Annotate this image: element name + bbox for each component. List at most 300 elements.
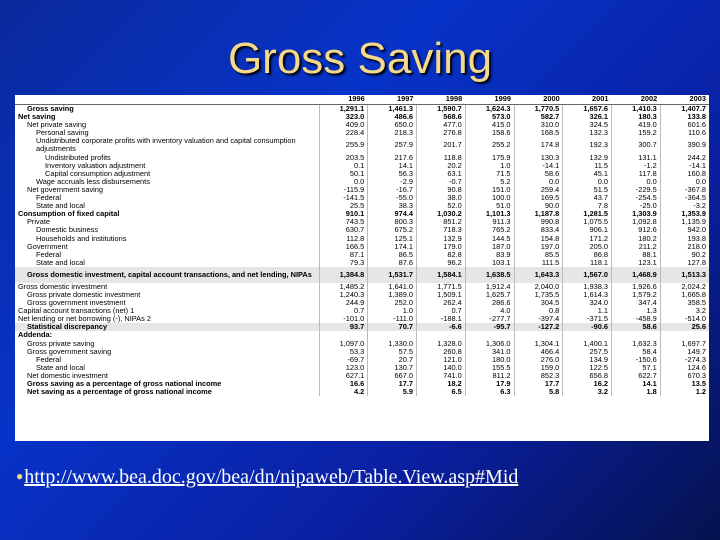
value-cell: 203.5 <box>319 154 368 162</box>
value-cell: 1,770.5 <box>514 105 563 114</box>
value-cell: 573.0 <box>465 113 514 121</box>
value-cell: 63.1 <box>417 170 466 178</box>
value-cell <box>660 331 709 339</box>
value-cell: 675.2 <box>368 226 417 234</box>
value-cell: 103.1 <box>465 259 514 267</box>
table-row <box>15 323 709 331</box>
value-cell: 1,461.3 <box>368 105 417 114</box>
value-cell: 11.5 <box>563 162 612 170</box>
table-row <box>15 194 709 202</box>
table-row <box>15 226 709 234</box>
value-cell: -254.5 <box>612 194 661 202</box>
value-cell: 134.9 <box>563 356 612 364</box>
value-cell: 1,641.0 <box>368 283 417 291</box>
row-label: State and local <box>36 202 85 211</box>
row-label: Federal <box>36 194 62 203</box>
value-cell: -514.0 <box>660 315 709 323</box>
value-cell: 218.3 <box>368 129 417 137</box>
value-cell: 132.3 <box>563 129 612 137</box>
value-cell: 125.1 <box>368 235 417 243</box>
value-cell: -1.2 <box>612 162 661 170</box>
value-cell: 1,304.1 <box>514 340 563 348</box>
value-cell: 276.0 <box>514 356 563 364</box>
table-row <box>15 315 709 323</box>
value-cell: 1,926.6 <box>612 283 661 291</box>
row-label: Government <box>27 242 68 251</box>
value-cell: 0.0 <box>514 178 563 186</box>
value-cell: 811.2 <box>465 372 514 380</box>
table-row <box>15 307 709 315</box>
value-cell: 5.8 <box>514 388 563 396</box>
value-cell: 130.3 <box>514 154 563 162</box>
value-cell: 201.7 <box>417 137 466 153</box>
value-cell <box>612 331 661 339</box>
value-cell: 174.8 <box>514 137 563 153</box>
value-cell: 601.6 <box>660 121 709 129</box>
row-label: Net lending or net borrowing (-), NIPAs 2 <box>18 315 151 324</box>
value-cell: 310.0 <box>514 121 563 129</box>
value-cell: 244.9 <box>319 299 368 307</box>
year-header: 1996 <box>319 95 368 105</box>
value-cell: 324.0 <box>563 299 612 307</box>
value-cell: 974.4 <box>368 210 417 218</box>
value-cell: 3.2 <box>563 388 612 396</box>
value-cell: 262.4 <box>417 299 466 307</box>
value-cell: 1,697.7 <box>660 340 709 348</box>
bullet-icon: ● <box>16 469 24 483</box>
value-cell: 670.3 <box>660 372 709 380</box>
value-cell: 1,407.7 <box>660 105 709 114</box>
value-cell: 127.8 <box>660 259 709 267</box>
value-cell: 58.6 <box>514 170 563 178</box>
value-cell: 1,281.5 <box>563 210 612 218</box>
value-cell: -0.7 <box>417 178 466 186</box>
table-row <box>15 186 709 194</box>
value-cell: 180.2 <box>612 235 661 243</box>
value-cell: -277.7 <box>465 315 514 323</box>
value-cell: 25.5 <box>319 202 368 210</box>
value-cell: -111.0 <box>368 315 417 323</box>
value-cell: 160.8 <box>660 170 709 178</box>
value-cell: 149.7 <box>660 348 709 356</box>
value-cell: -364.5 <box>660 194 709 202</box>
value-cell: 20.7 <box>368 356 417 364</box>
value-cell: 1,353.9 <box>660 210 709 218</box>
year-header: 1997 <box>368 95 417 105</box>
value-cell: 0.1 <box>319 162 368 170</box>
value-cell: 192.3 <box>563 137 612 153</box>
value-cell: 0.8 <box>514 307 563 315</box>
value-cell: 187.0 <box>465 243 514 251</box>
value-cell: 85.5 <box>514 251 563 259</box>
value-cell: -14.1 <box>514 162 563 170</box>
value-cell: 1.0 <box>368 307 417 315</box>
value-cell: 1,410.3 <box>612 105 661 114</box>
value-cell: 14.1 <box>368 162 417 170</box>
value-cell: 1.1 <box>563 307 612 315</box>
row-label: Gross private saving <box>27 339 95 348</box>
value-cell: 255.2 <box>465 137 514 153</box>
value-cell: 180.3 <box>612 113 661 121</box>
value-cell: 169.5 <box>514 194 563 202</box>
table-row <box>15 121 709 129</box>
value-cell: 255.9 <box>319 137 368 153</box>
value-cell: 93.7 <box>319 323 368 331</box>
value-cell: 86.8 <box>563 251 612 259</box>
value-cell: 158.6 <box>465 129 514 137</box>
table-row <box>15 154 709 162</box>
value-cell: -69.7 <box>319 356 368 364</box>
year-header: 1998 <box>417 95 466 105</box>
year-header: 2003 <box>660 95 709 105</box>
value-cell: 168.5 <box>514 129 563 137</box>
gross-saving-table <box>15 95 709 396</box>
row-label: Gross domestic investment, capital account transactions, and net lending, NIPAs <box>15 267 319 283</box>
value-cell: 110.6 <box>660 129 709 137</box>
value-cell: 1,665.8 <box>660 291 709 299</box>
value-cell: 17.9 <box>465 380 514 388</box>
value-cell: 86.5 <box>368 251 417 259</box>
value-cell: 111.5 <box>514 259 563 267</box>
value-cell: 155.5 <box>465 364 514 372</box>
value-cell: 18.2 <box>417 380 466 388</box>
table-row <box>15 243 709 251</box>
row-label: Net saving <box>18 113 56 122</box>
header-label-cell <box>15 95 319 105</box>
value-cell: 123.1 <box>612 259 661 267</box>
value-cell: 1.0 <box>465 162 514 170</box>
value-cell: 38.0 <box>417 194 466 202</box>
value-cell: 17.7 <box>368 380 417 388</box>
value-cell: 990.8 <box>514 218 563 226</box>
value-cell: -188.1 <box>417 315 466 323</box>
value-cell: 118.8 <box>417 154 466 162</box>
value-cell: 1.3 <box>612 307 661 315</box>
value-cell: 466.4 <box>514 348 563 356</box>
value-cell: 51.5 <box>563 186 612 194</box>
table-row <box>15 331 709 339</box>
table-header-row <box>15 95 709 105</box>
value-cell: 765.2 <box>465 226 514 234</box>
value-cell: 57.5 <box>368 348 417 356</box>
value-cell: 5.9 <box>368 388 417 396</box>
value-cell: 630.7 <box>319 226 368 234</box>
value-cell: -141.5 <box>319 194 368 202</box>
value-cell <box>368 331 417 339</box>
year-header: 2001 <box>563 95 612 105</box>
row-label: Gross saving as a percentage of gross national income <box>27 380 222 388</box>
value-cell: 260.8 <box>417 348 466 356</box>
value-cell: 2,040.0 <box>514 283 563 291</box>
table-row <box>15 299 709 307</box>
row-label: Net saving as a percentage of gross national income <box>27 388 212 397</box>
value-cell: 304.5 <box>514 299 563 307</box>
value-cell: 123.0 <box>319 364 368 372</box>
value-cell: 131.1 <box>612 154 661 162</box>
value-cell: 14.1 <box>612 380 661 388</box>
value-cell: 409.0 <box>319 121 368 129</box>
value-cell: 50.1 <box>319 170 368 178</box>
value-cell: 1,632.3 <box>612 340 661 348</box>
value-cell: 851.2 <box>417 218 466 226</box>
value-cell: 180.0 <box>465 356 514 364</box>
value-cell: 205.0 <box>563 243 612 251</box>
value-cell: 341.0 <box>465 348 514 356</box>
table-row <box>15 162 709 170</box>
value-cell: 87.6 <box>368 259 417 267</box>
value-cell: -229.5 <box>612 186 661 194</box>
value-cell: 122.5 <box>563 364 612 372</box>
value-cell: 1,328.0 <box>417 340 466 348</box>
value-cell: 1,092.8 <box>612 218 661 226</box>
value-cell: 1,912.4 <box>465 283 514 291</box>
value-cell: 90.8 <box>417 186 466 194</box>
value-cell: -3.2 <box>660 202 709 210</box>
value-cell: 1,384.8 <box>319 267 368 283</box>
value-cell: 906.1 <box>563 226 612 234</box>
value-cell: 852.3 <box>514 372 563 380</box>
value-cell: 259.4 <box>514 186 563 194</box>
value-cell: 217.6 <box>368 154 417 162</box>
value-cell: -371.5 <box>563 315 612 323</box>
value-cell: 1,303.9 <box>612 210 661 218</box>
value-cell: 741.0 <box>417 372 466 380</box>
table-row <box>15 235 709 243</box>
row-label: Undistributed profits <box>45 153 111 162</box>
value-cell: 1,101.3 <box>465 210 514 218</box>
value-cell: 1,624.3 <box>465 105 514 114</box>
value-cell: 300.7 <box>612 137 661 153</box>
value-cell: 5.2 <box>465 178 514 186</box>
value-cell <box>563 331 612 339</box>
value-cell: -397.4 <box>514 315 563 323</box>
row-label: Net government saving <box>27 185 103 194</box>
value-cell: -101.0 <box>319 315 368 323</box>
row-label: Federal <box>36 250 62 259</box>
value-cell: 90.2 <box>660 251 709 259</box>
value-cell: 743.5 <box>319 218 368 226</box>
table-body <box>15 105 709 397</box>
value-cell: 38.3 <box>368 202 417 210</box>
value-cell: 56.3 <box>368 170 417 178</box>
value-cell: 477.0 <box>417 121 466 129</box>
value-cell: 1,625.7 <box>465 291 514 299</box>
table-row <box>15 113 709 121</box>
value-cell: 144.5 <box>465 235 514 243</box>
value-cell: 6.3 <box>465 388 514 396</box>
row-label: Gross government saving <box>27 347 112 356</box>
value-cell: 132.9 <box>563 154 612 162</box>
value-cell: 211.2 <box>612 243 661 251</box>
value-cell: 582.7 <box>514 113 563 121</box>
value-cell: 0.0 <box>563 178 612 186</box>
value-cell: 252.0 <box>368 299 417 307</box>
value-cell: 1,513.3 <box>660 267 709 283</box>
value-cell: 912.6 <box>612 226 661 234</box>
row-label: Net private saving <box>27 121 87 130</box>
value-cell: 3.2 <box>660 307 709 315</box>
value-cell: 667.0 <box>368 372 417 380</box>
value-cell: -2.9 <box>368 178 417 186</box>
value-cell: -55.0 <box>368 194 417 202</box>
year-header: 2002 <box>612 95 661 105</box>
value-cell: 159.0 <box>514 364 563 372</box>
value-cell: 1,330.0 <box>368 340 417 348</box>
table-row <box>15 251 709 259</box>
value-cell: 96.2 <box>417 259 466 267</box>
table-row <box>15 380 709 388</box>
value-cell: 100.0 <box>465 194 514 202</box>
table-row <box>15 267 709 283</box>
value-cell: 286.6 <box>465 299 514 307</box>
value-cell: 257.5 <box>563 348 612 356</box>
table-row <box>15 340 709 348</box>
value-cell: 833.4 <box>514 226 563 234</box>
value-cell: 568.6 <box>417 113 466 121</box>
value-cell: 1,643.3 <box>514 267 563 283</box>
value-cell: 910.1 <box>319 210 368 218</box>
row-label: Domestic business <box>36 226 99 235</box>
value-cell <box>465 331 514 339</box>
row-label: Private <box>27 218 51 227</box>
value-cell: 0.7 <box>319 307 368 315</box>
value-cell: 324.5 <box>563 121 612 129</box>
value-cell: 197.0 <box>514 243 563 251</box>
table-row <box>15 218 709 226</box>
value-cell: 193.8 <box>660 235 709 243</box>
value-cell: -25.0 <box>612 202 661 210</box>
value-cell: -16.7 <box>368 186 417 194</box>
value-cell: 83.9 <box>465 251 514 259</box>
value-cell: 52.0 <box>417 202 466 210</box>
value-cell: 20.2 <box>417 162 466 170</box>
value-cell: 0.0 <box>319 178 368 186</box>
value-cell: 4.0 <box>465 307 514 315</box>
value-cell: 130.7 <box>368 364 417 372</box>
row-label: Inventory valuation adjustment <box>45 161 146 170</box>
row-label: Households and institutions <box>36 234 127 243</box>
gross-saving-table-image <box>15 95 709 441</box>
value-cell: 1,590.7 <box>417 105 466 114</box>
table-row <box>15 170 709 178</box>
value-cell: 1,735.5 <box>514 291 563 299</box>
slide-title: Gross Saving <box>227 34 493 83</box>
row-label: Gross government investment <box>27 299 126 308</box>
value-cell: 159.2 <box>612 129 661 137</box>
value-cell: 166.5 <box>319 243 368 251</box>
value-cell: 656.8 <box>563 372 612 380</box>
value-cell: 4.2 <box>319 388 368 396</box>
value-cell: 1,030.2 <box>417 210 466 218</box>
value-cell: 58.4 <box>612 348 661 356</box>
value-cell: 1,400.1 <box>563 340 612 348</box>
value-cell <box>417 331 466 339</box>
value-cell: 154.8 <box>514 235 563 243</box>
value-cell: 1,584.1 <box>417 267 466 283</box>
value-cell: 218.0 <box>660 243 709 251</box>
table-row <box>15 178 709 186</box>
value-cell: 419.0 <box>612 121 661 129</box>
value-cell: 87.1 <box>319 251 368 259</box>
value-cell: 124.6 <box>660 364 709 372</box>
row-label: Statistical discrepancy <box>15 323 319 331</box>
value-cell: 486.6 <box>368 113 417 121</box>
value-cell: 0.7 <box>417 307 466 315</box>
value-cell: 1,771.5 <box>417 283 466 291</box>
row-label: Gross saving <box>27 104 74 113</box>
value-cell: 7.8 <box>563 202 612 210</box>
value-cell: 117.8 <box>612 170 661 178</box>
table-row <box>15 105 709 114</box>
value-cell: 1,614.3 <box>563 291 612 299</box>
value-cell: 70.7 <box>368 323 417 331</box>
value-cell: 1.8 <box>612 388 661 396</box>
value-cell: 244.2 <box>660 154 709 162</box>
value-cell: 650.0 <box>368 121 417 129</box>
source-link[interactable]: http://www.bea.doc.gov/bea/dn/nipaweb/Table.View.asp#Mid <box>24 466 519 488</box>
value-cell: 1,075.5 <box>563 218 612 226</box>
row-label: Undistributed corporate profits with inventory valuation and capital consumption adjustments <box>36 137 296 154</box>
table-row <box>15 129 709 137</box>
value-cell: -14.1 <box>660 162 709 170</box>
table-row <box>15 202 709 210</box>
value-cell: 1,638.5 <box>465 267 514 283</box>
value-cell: 45.1 <box>563 170 612 178</box>
value-cell: -95.7 <box>465 323 514 331</box>
value-cell: 171.2 <box>563 235 612 243</box>
value-cell: 1,657.6 <box>563 105 612 114</box>
value-cell <box>514 331 563 339</box>
source-line <box>16 466 518 489</box>
value-cell: 151.0 <box>465 186 514 194</box>
value-cell: 358.5 <box>660 299 709 307</box>
value-cell: 326.1 <box>563 113 612 121</box>
value-cell: 174.1 <box>368 243 417 251</box>
value-cell: 228.4 <box>319 129 368 137</box>
value-cell: 276.8 <box>417 129 466 137</box>
value-cell: -150.6 <box>612 356 661 364</box>
value-cell: 622.7 <box>612 372 661 380</box>
row-label: Capital consumption adjustment <box>45 169 151 178</box>
table-row <box>15 283 709 291</box>
row-label: Federal <box>36 355 62 364</box>
value-cell: 1,291.1 <box>319 105 368 114</box>
value-cell: 43.7 <box>563 194 612 202</box>
value-cell: 132.9 <box>417 235 466 243</box>
value-cell: 133.8 <box>660 113 709 121</box>
value-cell: 1,187.8 <box>514 210 563 218</box>
value-cell: 257.9 <box>368 137 417 153</box>
year-header: 2000 <box>514 95 563 105</box>
row-label: Net domestic investment <box>27 371 108 380</box>
value-cell: 121.0 <box>417 356 466 364</box>
table-row <box>15 137 709 153</box>
value-cell: -458.9 <box>612 315 661 323</box>
table-row <box>15 372 709 380</box>
value-cell: 17.7 <box>514 380 563 388</box>
value-cell: 2,024.2 <box>660 283 709 291</box>
row-label: Capital account transactions (net) 1 <box>18 307 135 316</box>
row-label: State and local <box>36 363 85 372</box>
value-cell: 718.3 <box>417 226 466 234</box>
value-cell: 627.1 <box>319 372 368 380</box>
value-cell: 90.0 <box>514 202 563 210</box>
value-cell: 1,509.1 <box>417 291 466 299</box>
value-cell: 347.4 <box>612 299 661 307</box>
table-row <box>15 348 709 356</box>
value-cell: 82.8 <box>417 251 466 259</box>
value-cell: 0.0 <box>660 178 709 186</box>
